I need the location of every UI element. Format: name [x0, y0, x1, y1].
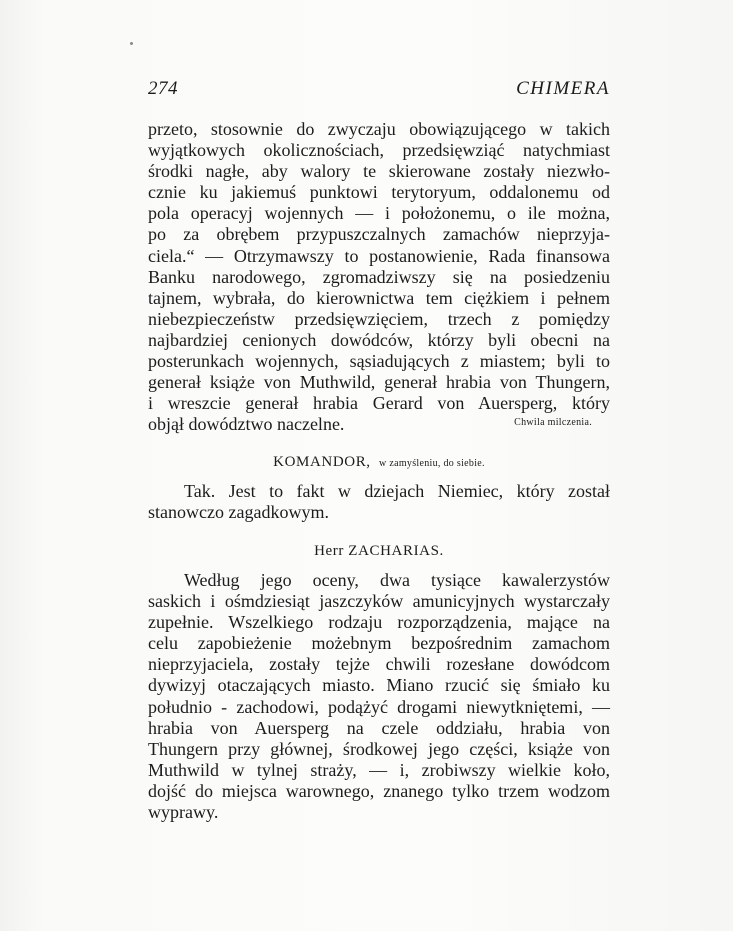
page-header — [148, 78, 610, 104]
text-line: i wreszcie generał hrabia Gerard von Auersperg, który — [148, 393, 610, 414]
speaker-name: KOMANDOR, — [273, 454, 371, 470]
text-line: cznie ku jakiemuś punktowi terytoryum, oddalonemu od — [148, 182, 610, 203]
running-title: CHIMERA — [516, 78, 610, 99]
text-line: po za obrębem przypuszczalnych zamachów nieprzyja- — [148, 224, 610, 245]
text-line: Banku narodowego, zgromadziwszy się na posiedzeniu — [148, 266, 610, 287]
paragraph-narration — [148, 119, 610, 435]
text-line: najbardziej cenionych dowódców, którzy byli obecni na — [148, 329, 610, 350]
text-line: saskich i ośmdziesiąt jaszczyków amunicyjnych wystarczały — [148, 591, 610, 612]
text-line: przeto, stosownie do zwyczaju obowiązującego w takich — [148, 119, 610, 139]
speech-komandor — [148, 481, 610, 523]
text-line: Muthwild w tylnej straży, — i, zrobiwszy wielkie koło, — [148, 759, 610, 780]
text-line: południo - zachodowi, podążyć drogami niewytkniętemi, — — [148, 696, 610, 717]
text-line: środki nagłe, aby walory te skierowane zostały niezwło- — [148, 161, 610, 182]
speaker-name: Herr ZACHARIAS. — [314, 543, 444, 559]
text-line: dojść do miejsca warownego, znanego tylko trzem wodzom — [148, 780, 610, 801]
text-line: Thungern przy głównej, środkowej jego części, książe von — [148, 738, 610, 759]
text-line: celu zapobieżenie możebnym bezpośrednim zamachom — [148, 633, 610, 654]
speech-zacharias — [148, 570, 610, 823]
text-line: stanowczo zagadkowym. — [148, 502, 329, 523]
text-line: pola operacyj wojennych — i położonemu, o ile można, — [148, 203, 610, 224]
page-number: 274 — [148, 78, 178, 99]
text-line: wyprawy. — [148, 802, 219, 823]
text-line: generał książe von Muthwild, generał hrabia von Thungern, — [148, 372, 610, 393]
stage-direction: Chwila milczenia. — [514, 417, 592, 429]
text-line: niebezpieczeństw przedsięwzięciem, trzech z pomiędzy — [148, 308, 610, 329]
speaker-heading-komandor — [148, 452, 610, 474]
text-line: nieprzyjaciela, zostały tejże chwili rozesłane dowódcom — [148, 654, 610, 675]
text-line: zupełnie. Wszelkiego rodzaju rozporządzenia, mające na — [148, 612, 610, 633]
text-line: hrabia von Auersperg na czele oddziału, hrabia von — [148, 717, 610, 738]
text-line: wyjątkowych okolicznościach, przedsięwziąć natychmiast — [148, 140, 610, 161]
stage-direction: w zamyśleniu, do siebie. — [379, 458, 485, 469]
text-line: objął dowództwo naczelne. — [148, 414, 345, 435]
text-line: ciela.“ — Otrzymawszy to postanowienie, Rada finansowa — [148, 245, 610, 266]
text-line: posterunkach wojennych, sąsiadujących z miastem; byli to — [148, 351, 610, 372]
text-line: Tak. Jest to fakt w dziejach Niemiec, który został — [184, 481, 610, 501]
text-line: tajnem, wybrała, do kierownictwa tem ciężkiem i pełnem — [148, 287, 610, 308]
text-line: dywizyj otaczających miasto. Miano rzucić się śmiało ku — [148, 675, 610, 696]
text-line-with-stage — [148, 414, 610, 435]
paper-speck — [130, 42, 133, 45]
text-line: Według jego oceny, dwa tysiące kawalerzystów — [184, 570, 610, 590]
speaker-heading-zacharias — [148, 541, 610, 561]
